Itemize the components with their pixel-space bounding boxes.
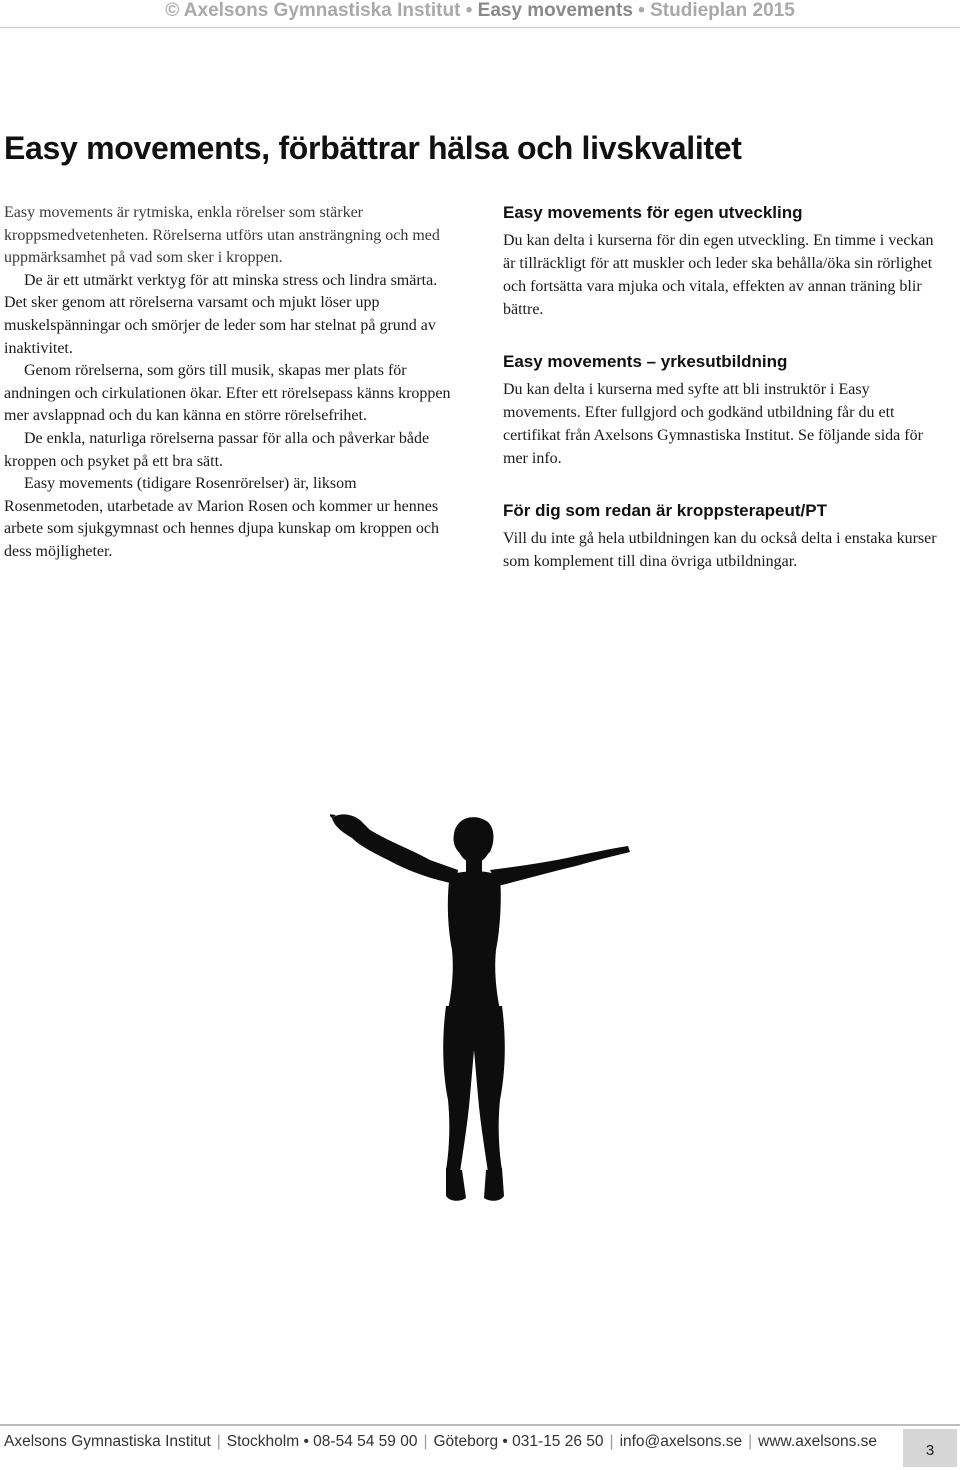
- footer-goteborg: Göteborg • 031-15 26 50: [433, 1433, 604, 1450]
- section-heading-kroppsterapeut: För dig som redan är kroppsterapeut/PT: [503, 501, 828, 520]
- header-separator: •: [632, 0, 651, 21]
- footer-separator: |: [423, 1433, 428, 1450]
- page-title: Easy movements, förbättrar hälsa och livskvalitet: [4, 130, 742, 166]
- header-course: Easy movements: [477, 0, 633, 21]
- footer-stockholm: Stockholm • 08-54 54 59 00: [226, 1433, 418, 1450]
- body-paragraph: De är ett utmärkt verktyg för att minska stress och lindra smärta. Det sker genom att rörelserna varsamt och mjukt löser upp muskelspänningar och smörjer de leder som har stelnat på grund av inaktivitet.: [4, 271, 438, 357]
- footer-website-link[interactable]: www.axelsons.se: [758, 1433, 878, 1450]
- body-paragraph: De enkla, naturliga rörelserna passar för alla och påverkar både kroppen och psyket på ett bra sätt.: [4, 429, 430, 470]
- footer-divider: [0, 1424, 960, 1426]
- header-separator: •: [460, 0, 478, 21]
- header-plan: Studieplan 2015: [650, 0, 795, 21]
- body-paragraph: Genom rörelserna, som görs till musik, skapas mer plats för andningen och cirkulationen ökar. Efter ett rörelsepass känns kroppen mer avslappnad och du kan känna en större rörelsefrihet.: [4, 362, 451, 425]
- section-heading-egen-utveckling: Easy movements för egen utveckling: [503, 203, 803, 222]
- section-body-egen-utveckling: Du kan delta i kurserna för din egen utveckling. En timme i veckan är tillräckligt för att muskler och leder ska behålla/öka sin rörlighet och fortsätta vara mjuka och vitala, effekten av annan träning blir bättre.: [503, 232, 934, 318]
- footer-separator: |: [216, 1433, 221, 1450]
- section-body-kroppsterapeut: Vill du inte gå hela utbildningen kan du också delta i enstaka kurser som komplement till dina övriga utbildningar.: [503, 530, 937, 570]
- dancer-silhouette-illustration: [330, 800, 630, 1210]
- running-header: [0, 0, 960, 28]
- footer-org: Axelsons Gymnastiska Institut: [4, 1433, 211, 1450]
- footer-separator: |: [609, 1433, 614, 1450]
- left-column: [4, 202, 456, 564]
- header-divider: [0, 27, 960, 28]
- intro-paragraph: Easy movements är rytmiska, enkla rörelser som stärker kroppsmedvetenheten. Rörelserna utförs utan ansträngning och med uppmärksamhet på vad som sker i kroppen.: [4, 204, 440, 267]
- section-heading-yrkesutbildning: Easy movements – yrkesutbildning: [503, 352, 788, 371]
- page-number: 3: [903, 1429, 957, 1467]
- footer-separator: |: [748, 1433, 753, 1450]
- body-paragraph: Easy movements (tidigare Rosenrörelser) är, liksom Rosenmetoden, utarbetade av Marion Rosen och kommer ur hennes arbete som sjukgymnast och hennes djupa kunskap om kroppen och dess möjligheter.: [4, 475, 440, 560]
- right-column: [503, 201, 949, 602]
- header-copyright: © Axelsons Gymnastiska Institut: [165, 0, 461, 21]
- section-body-yrkesutbildning: Du kan delta i kurserna med syfte att bli instruktör i Easy movements. Efter fullgjord och godkänd utbildning får du ett certifikat från Axelsons Gymnastiska Institut. Se följande sida för mer info.: [503, 381, 923, 467]
- footer-contact: [4, 1432, 904, 1452]
- footer-email-link[interactable]: info@axelsons.se: [619, 1433, 743, 1450]
